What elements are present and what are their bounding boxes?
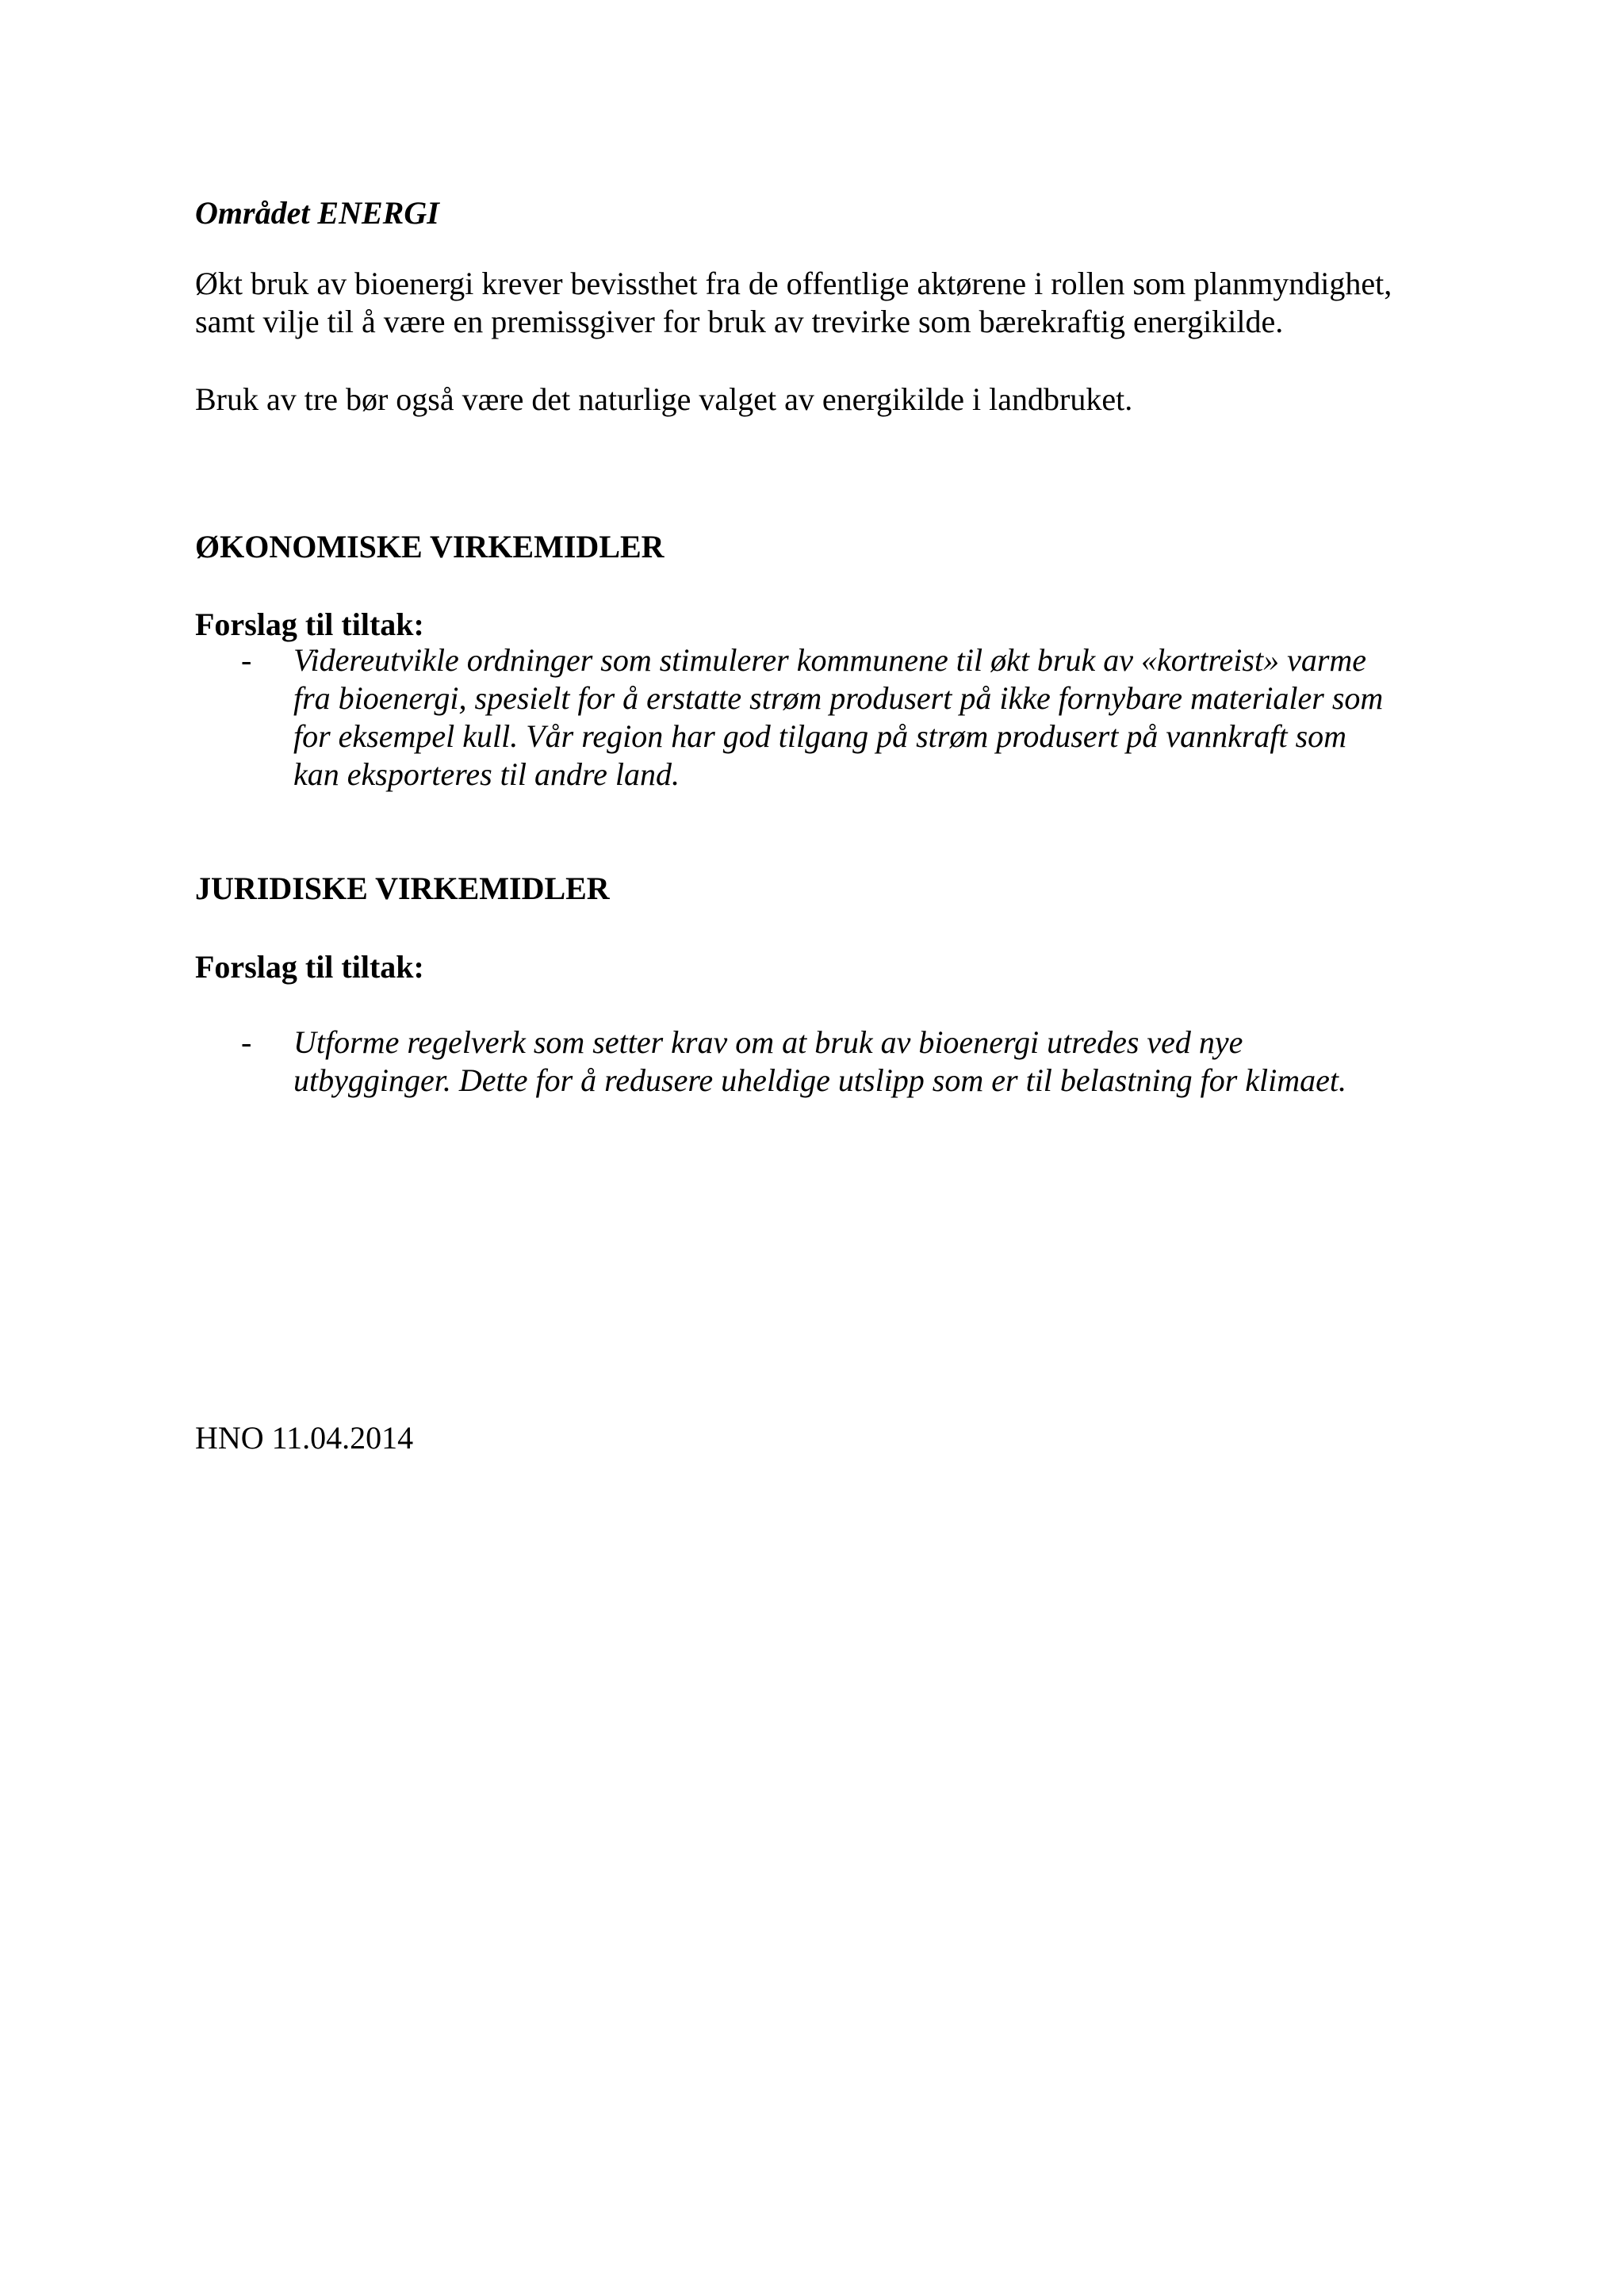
intro-paragraph: Økt bruk av bioenergi krever bevissthet fra de offentlige aktørene i rollen som planmyndighet, samt vilje til å være en premissgiver for bruk av trevirke som bærekraftig energikilde. (195, 266, 1392, 339)
bullet-marker: - (241, 1024, 252, 1060)
section-heading-economic: ØKONOMISKE VIRKEMIDLER (195, 529, 665, 564)
bullet-marker: - (241, 642, 252, 678)
section-subheading-legal: Forslag til tiltak: (195, 949, 424, 985)
bullet-text-legal: Utforme regelverk som setter krav om at bruk av bioenergi utredes ved nye utbygginger. Dette for å redusere uheldige utslipp som er til belastning for klimaet. (293, 1024, 1346, 1098)
signature-date: HNO 11.04.2014 (195, 1420, 414, 1456)
landbruk-paragraph: Bruk av tre bør også være det naturlige valget av energikilde i landbruket. (195, 381, 1133, 417)
area-title: Området ENERGI (195, 195, 439, 231)
bullet-text-economic: Videreutvikle ordninger som stimulerer kommunene til økt bruk av «kortreist» varme fra bioenergi, spesielt for å erstatte strøm produsert på ikke fornybare materialer som for eksempel kull. Vår region har god tilgang på strøm produsert på vannkraft som kan eksporteres til andre land. (293, 642, 1384, 792)
section-subheading-economic: Forslag til tiltak: (195, 607, 424, 642)
section-heading-legal: JURIDISKE VIRKEMIDLER (195, 871, 610, 906)
